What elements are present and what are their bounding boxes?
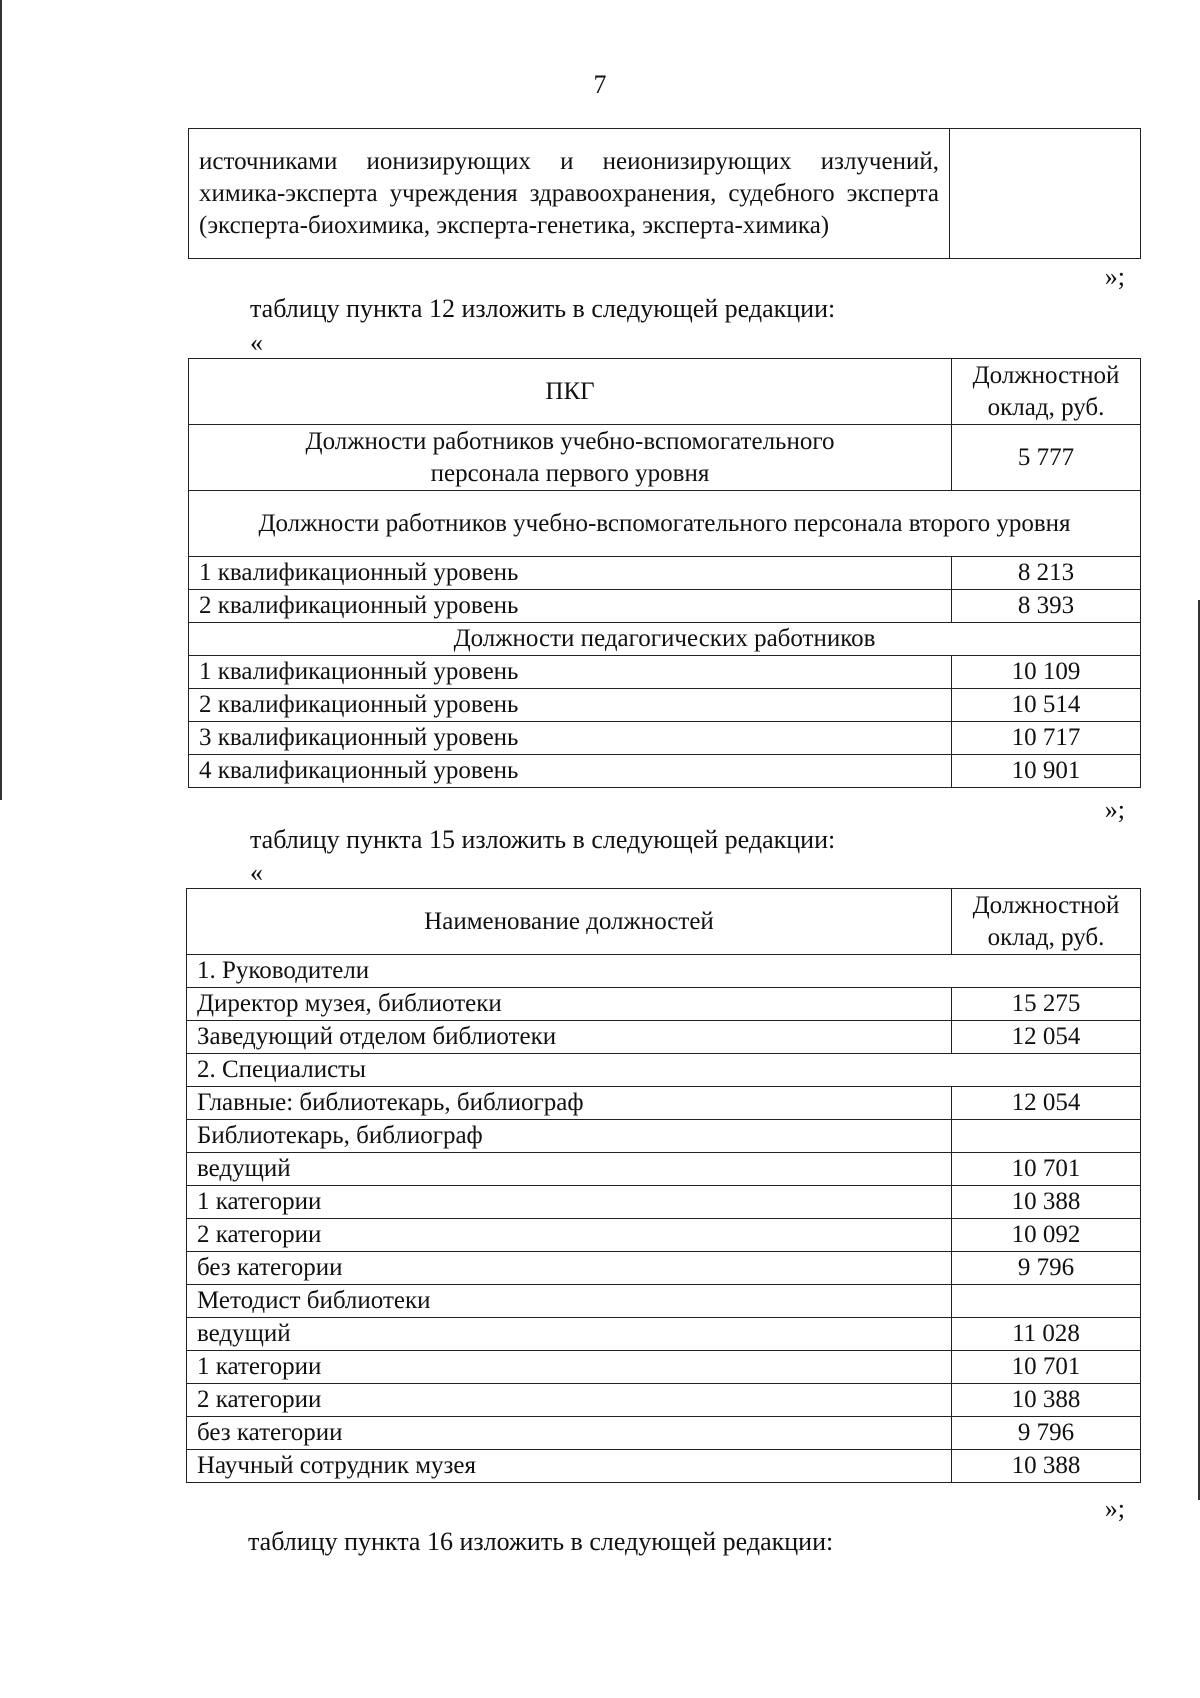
row-value: 10 514 bbox=[952, 689, 1141, 722]
open-quote-15: « bbox=[250, 858, 263, 887]
row-value: 11 028 bbox=[952, 1318, 1141, 1351]
table-row bbox=[189, 590, 1141, 623]
row-value: 12 054 bbox=[952, 1021, 1141, 1054]
row-value: 10 701 bbox=[952, 1153, 1141, 1186]
row-name: Должности работников учебно-вспомогательного персонала первого уровня bbox=[189, 425, 952, 491]
intro-paragraph-12: таблицу пункта 12 изложить в следующей редакции: bbox=[250, 294, 836, 323]
row-name: Заведующий отделом библиотеки bbox=[187, 1021, 952, 1054]
table-row bbox=[187, 1351, 1141, 1384]
row-value: 5 777 bbox=[952, 425, 1141, 491]
table-row bbox=[187, 1285, 1141, 1318]
continuation-value bbox=[950, 129, 1141, 259]
open-quote-12: « bbox=[250, 328, 263, 357]
table-row bbox=[187, 1021, 1141, 1054]
table-row bbox=[187, 1153, 1141, 1186]
table-row bbox=[187, 1252, 1141, 1285]
scan-edge-left bbox=[0, 0, 2, 800]
row-value: 10 388 bbox=[952, 1186, 1141, 1219]
section-row bbox=[187, 1054, 1141, 1087]
row-name: 2 квалификационный уровень bbox=[189, 590, 952, 623]
table-row bbox=[189, 755, 1141, 788]
continuation-table bbox=[188, 128, 1141, 259]
continuation-text: источниками ионизирующих и неионизирующих излучений, химика-эксперта учреждения здравоохранения, судебного эксперта (эксперта-биохимика, эксперта-генетика, эксперта-химика) bbox=[189, 129, 950, 259]
row-name: 2 квалификационный уровень bbox=[189, 689, 952, 722]
header-position-name: Наименование должностей bbox=[187, 889, 952, 955]
table-item-12 bbox=[188, 358, 1141, 788]
row-name: 4 квалификационный уровень bbox=[189, 755, 952, 788]
row-name: 2 категории bbox=[187, 1219, 952, 1252]
table-header-row bbox=[187, 889, 1141, 955]
row-name: без категории bbox=[187, 1252, 952, 1285]
close-quote-3: »; bbox=[1104, 1494, 1125, 1523]
intro-paragraph-16: таблицу пункта 16 изложить в следующей редакции: bbox=[248, 1527, 834, 1556]
row-name: Научный сотрудник музея bbox=[187, 1450, 952, 1483]
row-value: 10 717 bbox=[952, 722, 1141, 755]
table-row bbox=[187, 1384, 1141, 1417]
table-row bbox=[187, 1219, 1141, 1252]
row-name: Директор музея, библиотеки bbox=[187, 988, 952, 1021]
row-value: 8 213 bbox=[952, 557, 1141, 590]
table-row bbox=[187, 1186, 1141, 1219]
row-name: Методист библиотеки bbox=[187, 1285, 952, 1318]
close-quote-1: »; bbox=[1104, 262, 1125, 291]
row-value: 15 275 bbox=[952, 988, 1141, 1021]
row-value: 10 701 bbox=[952, 1351, 1141, 1384]
row-name: ведущий bbox=[187, 1318, 952, 1351]
table-item-15 bbox=[186, 888, 1141, 1483]
page-number: 7 bbox=[593, 70, 607, 99]
row-value: 10 388 bbox=[952, 1384, 1141, 1417]
row-name: ведущий bbox=[187, 1153, 952, 1186]
row-value: 10 388 bbox=[952, 1450, 1141, 1483]
header-pkg: ПКГ bbox=[189, 359, 952, 425]
row-name: 1 квалификационный уровень bbox=[189, 656, 952, 689]
table-row bbox=[187, 1087, 1141, 1120]
table-row bbox=[187, 1318, 1141, 1351]
row-value: 8 393 bbox=[952, 590, 1141, 623]
row-value: 10 092 bbox=[952, 1219, 1141, 1252]
close-quote-2: »; bbox=[1104, 795, 1125, 824]
row-name: Главные: библиотекарь, библиограф bbox=[187, 1087, 952, 1120]
table-row bbox=[187, 1450, 1141, 1483]
table-row bbox=[187, 988, 1141, 1021]
row-value bbox=[952, 1120, 1141, 1153]
row-value: 10 109 bbox=[952, 656, 1141, 689]
row-value: 10 901 bbox=[952, 755, 1141, 788]
section-row bbox=[189, 491, 1141, 557]
row-name: 1 категории bbox=[187, 1351, 952, 1384]
row-value: 9 796 bbox=[952, 1252, 1141, 1285]
intro-paragraph-15: таблицу пункта 15 изложить в следующей редакции: bbox=[250, 825, 836, 854]
section-leaders: 1. Руководители bbox=[187, 955, 1141, 988]
table-row bbox=[187, 1120, 1141, 1153]
row-name: 1 категории bbox=[187, 1186, 952, 1219]
table-row bbox=[189, 425, 1141, 491]
table-header-row bbox=[189, 359, 1141, 425]
row-name: 3 квалификационный уровень bbox=[189, 722, 952, 755]
table-row bbox=[189, 557, 1141, 590]
row-value bbox=[952, 1285, 1141, 1318]
section-specialists: 2. Специалисты bbox=[187, 1054, 1141, 1087]
table-row bbox=[189, 129, 1141, 259]
row-value: 12 054 bbox=[952, 1087, 1141, 1120]
header-salary: Должностной оклад, руб. bbox=[952, 359, 1141, 425]
table-row bbox=[189, 722, 1141, 755]
row-value: 9 796 bbox=[952, 1417, 1141, 1450]
row-name: 2 категории bbox=[187, 1384, 952, 1417]
row-name: Библиотекарь, библиограф bbox=[187, 1120, 952, 1153]
table-row bbox=[189, 689, 1141, 722]
section-row bbox=[187, 955, 1141, 988]
section-row bbox=[189, 623, 1141, 656]
header-salary: Должностной оклад, руб. bbox=[952, 889, 1141, 955]
table-row bbox=[187, 1417, 1141, 1450]
section-second-level: Должности работников учебно-вспомогательного персонала второго уровня bbox=[189, 491, 1141, 557]
row-name: без категории bbox=[187, 1417, 952, 1450]
section-pedagogical: Должности педагогических работников bbox=[189, 623, 1141, 656]
row-name: 1 квалификационный уровень bbox=[189, 557, 952, 590]
table-row bbox=[189, 656, 1141, 689]
